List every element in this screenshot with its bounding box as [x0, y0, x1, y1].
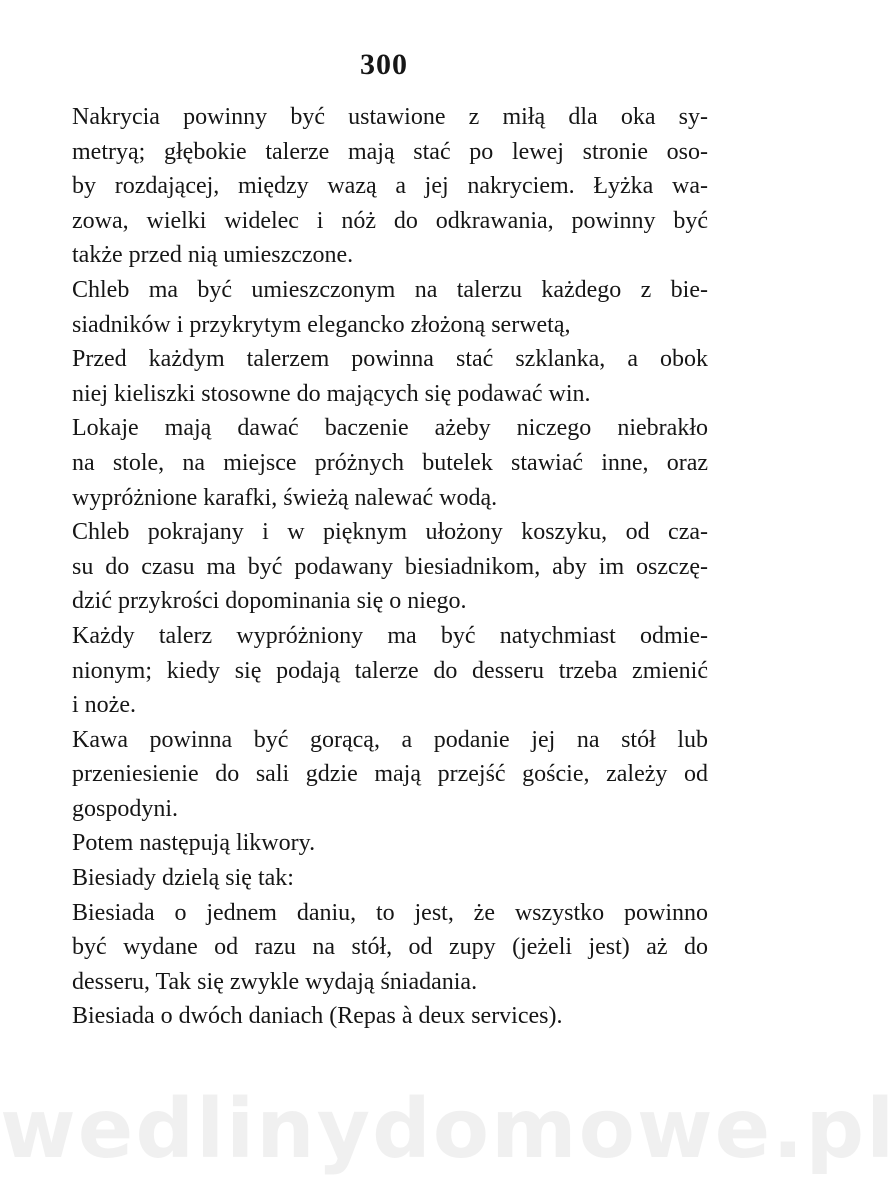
body-text — [72, 100, 708, 1034]
text-line: Każdy talerz wypróżniony ma być natychmiast odmie- — [72, 622, 708, 649]
text-line: su do czasu ma być podawany biesiadnikom, aby im oszczę- — [72, 553, 708, 580]
text-line: przeniesienie do sali gdzie mają przejść goście, zależy od — [72, 761, 708, 788]
text-line: Nakrycia powinny być ustawione z miłą dla oka sy- — [72, 104, 708, 130]
text-line: nionym; kiedy się podają talerze do desseru trzeba zmienić — [72, 657, 708, 684]
text-line: Przed każdym talerzem powinna stać szklanka, a obok — [72, 346, 708, 373]
text-line: siadników i przykrytym elegancko złożoną serwetą, — [72, 311, 571, 338]
text-line: gospodyni. — [72, 795, 179, 822]
page-number: 300 — [360, 48, 408, 81]
text-line: metryą; głębokie talerze mają stać po lewej stronie oso- — [72, 138, 708, 165]
text-line: dzić przykrości dopominania się o niego. — [72, 588, 467, 615]
text-line: Potem następują likwory. — [72, 830, 316, 857]
text-line: Biesiada o dwóch daniach (Repas à deux services). — [72, 1003, 563, 1030]
text-line: Chleb ma być umieszczonym na talerzu każdego z bie- — [72, 276, 708, 303]
text-line: Biesiada o jednem daniu, to jest, że wszystko powinno — [72, 899, 708, 926]
text-line: by rozdającej, między wazą a jej nakryciem. Łyżka wa- — [72, 173, 708, 200]
text-line: i noże. — [72, 692, 136, 719]
text-line: także przed nią umieszczone. — [72, 242, 354, 269]
text-line: wypróżnione karafki, świeżą nalewać wodą. — [72, 484, 498, 511]
text-line: być wydane od razu na stół, od zupy (jeżeli jest) aż do — [72, 934, 708, 961]
text-line: desseru, Tak się zwykle wydają śniadania. — [72, 968, 478, 995]
text-line: na stole, na miejsce próżnych butelek stawiać inne, oraz — [72, 449, 708, 476]
text-line: niej kieliszki stosowne do mających się podawać win. — [72, 380, 591, 407]
text-line: Kawa powinna być gorącą, a podanie jej na stół lub — [72, 726, 708, 753]
text-line: Lokaje mają dawać baczenie ażeby niczego niebrakło — [72, 415, 708, 442]
text-line: Biesiady dzielą się tak: — [72, 865, 294, 892]
watermark: wedlinydomowe.pl — [0, 1082, 896, 1177]
text-line: zowa, wielki widelec i nóż do odkrawania, powinny być — [72, 207, 708, 234]
text-line: Chleb pokrajany i w pięknym ułożony koszyku, od cza- — [72, 519, 708, 546]
